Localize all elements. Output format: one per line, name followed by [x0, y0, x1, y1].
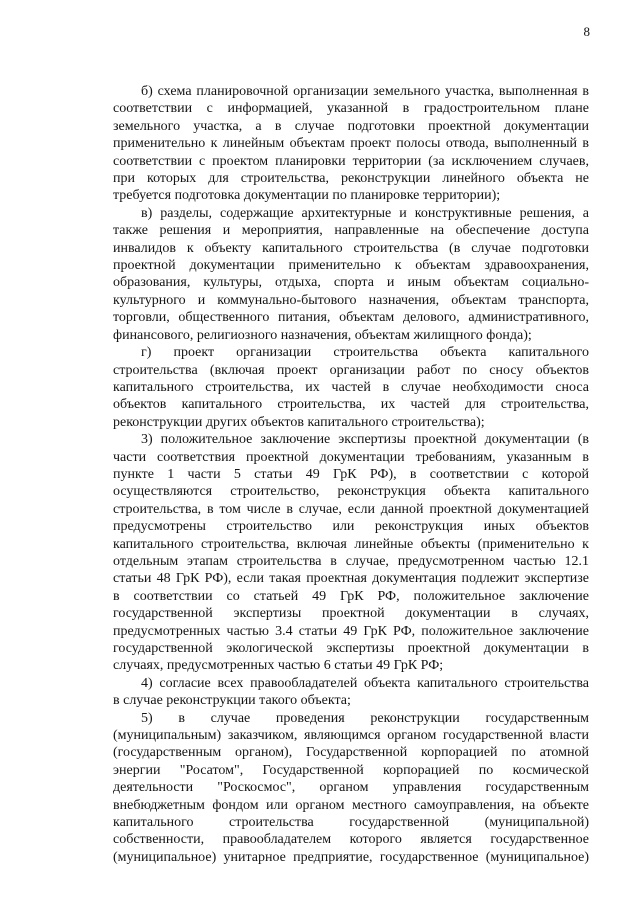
paragraph	[113, 83, 589, 205]
text-line: соответствии с информацией, указанной в градостроительном плане	[113, 101, 589, 117]
text-line: предусмотрены строительство или реконструкция иных объектов	[113, 519, 589, 535]
text-line: 4) согласие всех правообладателей объекта капитального строительства	[141, 675, 589, 691]
text-line: в случае реконструкции такого объекта;	[113, 693, 351, 709]
text-line: государственной экспертизы проектной документации в случаях,	[113, 606, 589, 622]
text-line: образования, культуры, отдыха, спорта и иным объектам социально-	[113, 275, 589, 291]
text-line: случаях, предусмотренных частью 6 статьи 49 ГрК РФ;	[113, 658, 444, 674]
paragraph	[113, 675, 589, 710]
text-line: собственности, правообладателем которого является государственное	[113, 832, 589, 848]
text-line: применительно к линейным объектам проект полосы отвода, выполненный в	[113, 136, 589, 152]
text-line: отдельным этапам строительства в случае, предусмотренном частью 12.1	[113, 553, 589, 569]
paragraph	[113, 710, 589, 867]
text-line: проектной документации применительно к объектам здравоохранения,	[113, 258, 589, 274]
text-line: части соответствия проектной документации требованиям, указанным в	[113, 449, 589, 465]
text-line: энергии "Росатом", Государственной корпорацией по космической	[113, 762, 589, 778]
text-line: при которых для строительства, реконструкции линейного объекта не	[113, 171, 589, 187]
text-line: государственной экологической экспертизы проектной документации в	[113, 641, 589, 656]
text-line: (муниципальным) заказчиком, являющимся органом государственной власти	[113, 728, 589, 744]
text-line: (муниципальное) унитарное предприятие, государственное (муниципальное)	[113, 849, 589, 865]
text-line: земельного участка, а в случае подготовки проектной документации	[113, 118, 589, 134]
text-line: в соответствии со статьей 49 ГрК РФ, положительное заключение	[113, 588, 589, 604]
text-line: требуется подготовка документации по планировке территории);	[113, 188, 501, 204]
text-line: капитального строительства, включая линейные объекты (применительно к	[113, 536, 589, 552]
text-line: инвалидов к объекту капитального строительства (в случае подготовки	[113, 240, 589, 256]
text-line: предусмотренных частью 3.4 статьи 49 ГрК РФ, положительное заключение	[113, 623, 589, 639]
text-line: строительства (включая проект организации работ по сносу объектов	[113, 362, 589, 378]
text-line: внебюджетным фондом или органом местного самоуправления, на объекте	[113, 797, 589, 813]
text-line: пункте 1 части 5 статьи 49 ГрК РФ), в соответствии с которой	[113, 466, 589, 482]
text-line: торговли, общественного питания, объектам делового, административного,	[113, 310, 589, 326]
text-line: деятельности "Роскосмос", органом управления государственным	[113, 780, 589, 796]
paragraph	[113, 205, 589, 344]
text-line: г) проект организации строительства объекта капитального	[141, 345, 589, 361]
text-line: капитального строительства, их частей в случае необходимости сноса	[113, 379, 589, 395]
text-line: статьи 48 ГрК РФ), если такая проектная документация подлежит экспертизе	[113, 571, 589, 587]
text-line: осуществляются строительство, реконструкция объекта капитального	[113, 484, 589, 500]
text-line: капитального строительства государственной (муниципальной)	[113, 815, 589, 831]
paragraph	[113, 344, 589, 431]
text-line: также решения и мероприятия, направленные на обеспечение доступа	[113, 223, 589, 239]
text-line: 3) положительное заключение экспертизы проектной документации (в	[141, 432, 589, 448]
text-line: объектов капитального строительства, их частей для строительства,	[113, 397, 589, 413]
text-line: (государственным органом), Государственной корпорацией по атомной	[113, 745, 589, 761]
text-line: реконструкции других объектов капитального строительства);	[113, 414, 485, 430]
page-number: 8	[583, 24, 590, 39]
text-line: б) схема планировочной организации земельного участка, выполненная в	[141, 84, 589, 99]
paragraph	[113, 431, 589, 675]
document-body	[113, 83, 589, 866]
text-line: в) разделы, содержащие архитектурные и конструктивные решения, а	[141, 205, 589, 221]
text-line: строительства, в том числе в случае, если данной проектной документацией	[113, 501, 589, 517]
text-line: финансового, религиозного назначения, объектам жилищного фонда);	[113, 327, 532, 343]
text-line: 5) в случае проведения реконструкции государственным	[141, 710, 589, 726]
text-line: культурного и коммунально-бытового назначения, объектам транспорта,	[113, 292, 589, 308]
text-line: соответствии с проектом планировки территории (за исключением случаев,	[113, 153, 589, 169]
